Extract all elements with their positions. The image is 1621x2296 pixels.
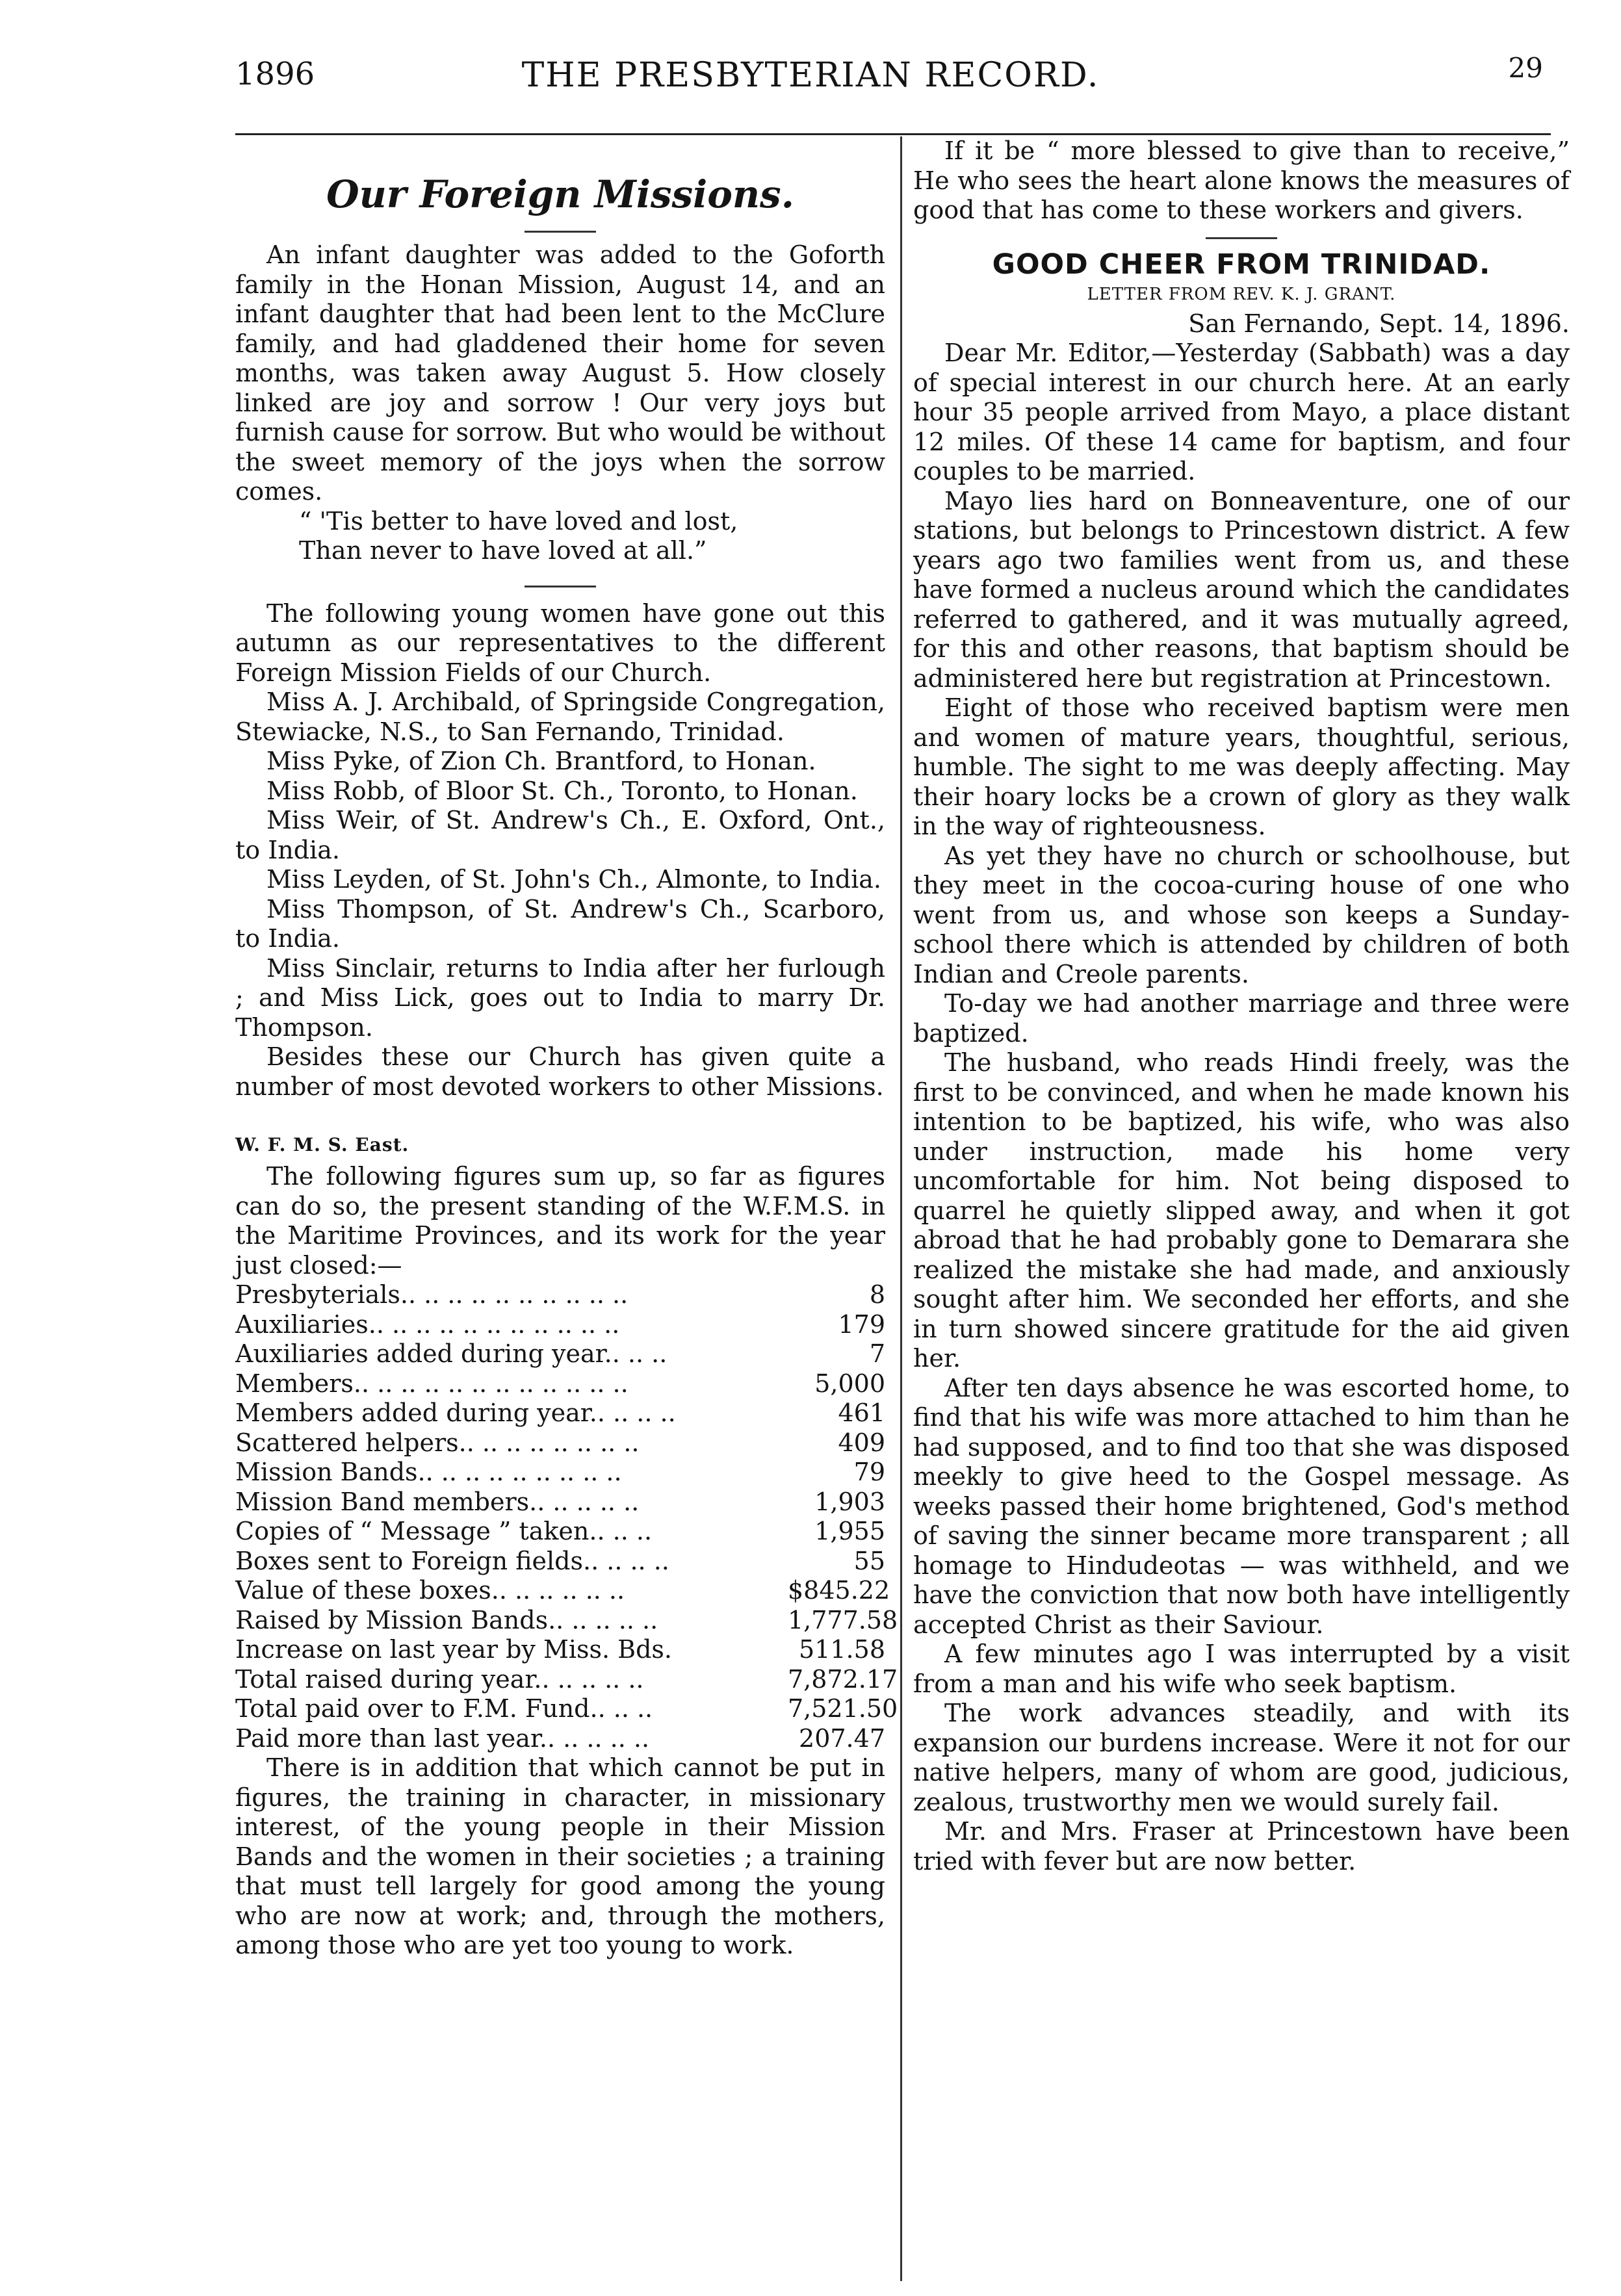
figure-label: Members.. .. .. .. .. .. .. .. .. .. .. ..: [235, 1369, 629, 1398]
figures-row: [235, 1339, 885, 1369]
figure-value: 79: [853, 1458, 885, 1486]
paragraph: Mayo lies hard on Bonneaventure, one of our stations, but belongs to Princestown district. A few years ago two families went from us, and these have formed a nucleus around which the candidates referred to gathered, and it was mutually agreed, for this and other reasons, that baptism should be administered here but registration at Princestown.: [913, 486, 1570, 693]
figures-row: [235, 1664, 898, 1695]
left-column: [235, 136, 898, 1961]
figure-label: Value of these boxes.. .. .. .. .. ..: [235, 1576, 625, 1605]
paragraph: If it be “ more blessed to give than to receive,” He who sees the heart alone knows the measures of good that has come to these workers and givers.: [913, 136, 1570, 224]
figure-label: Auxiliaries.. .. .. .. .. .. .. .. .. .. ..: [235, 1309, 620, 1339]
figures-row: [235, 1547, 885, 1577]
figure-value: 55: [853, 1546, 885, 1575]
figures-row: [235, 1399, 885, 1428]
figure-value: 7,872.17: [788, 1664, 898, 1694]
figures-row: [235, 1428, 885, 1458]
missionary-item: Miss A. J. Archibald, of Springside Congregation, Stewiacke, N.S., to San Fernando, Trinidad.: [235, 688, 885, 746]
figure-label: Mission Bands.. .. .. .. .. .. .. .. ..: [235, 1458, 622, 1486]
figure-label: Boxes sent to Foreign fields.. .. .. ..: [235, 1546, 669, 1575]
paragraph: As yet they have no church or schoolhouse, but they meet in the cocoa-curing house of one who went from us, and whose son keeps a Sunday-school there which is attended by children of both Indian and Creole parents.: [913, 841, 1570, 988]
paragraph: After ten days absence he was escorted home, to find that his wife was more attached to him than he had supposed, and to find too that she was disposed meekly to give heed to the Gospel message. As weeks passed their home brightened, God's method of saving the sinner became more transparent ; all homage to Hindudeotas — was withheld, and we have the conviction that now both have intelligently accepted Christ as their Saviour.: [913, 1373, 1570, 1639]
figure-label: Mission Band members.. .. .. .. ..: [235, 1487, 640, 1516]
figure-label: Raised by Mission Bands.. .. .. .. ..: [235, 1605, 658, 1634]
header-title: THE PRESBYTERIAN RECORD.: [521, 56, 1100, 95]
figure-label: Total paid over to F.M. Fund.. .. ..: [235, 1694, 653, 1723]
missionary-item: Miss Robb, of Bloor St. Ch., Toronto, to Honan.: [266, 776, 858, 805]
figure-label: Increase on last year by Miss. Bds.: [235, 1635, 673, 1664]
figures-row: [235, 1310, 885, 1340]
figures-row: [235, 1517, 885, 1547]
figures-row: [235, 1280, 885, 1310]
figures-row: [235, 1576, 890, 1606]
figure-label: Paid more than last year.. .. .. .. ..: [235, 1723, 650, 1753]
figure-label: Auxiliaries added during year.. .. ..: [235, 1339, 668, 1368]
page-header: [0, 52, 1621, 108]
figure-label: Scattered helpers.. .. .. .. .. .. .. ..: [235, 1428, 640, 1457]
figure-value: 1,903: [814, 1487, 885, 1516]
column-divider: [900, 136, 902, 2281]
paragraph: The following figures sum up, so far as figures can do so, the present standing of the W.F.M.S. in the Maritime Provinces, and its work for the year just closed:—: [235, 1162, 885, 1280]
missionary-item: Miss Pyke, of Zion Ch. Brantford, to Honan.: [266, 747, 816, 775]
paragraph: There is in addition that which cannot be put in figures, the training in character, in missionary interest, of the young people in their Mission Bands and the women in their societies ; a training that must tell largely for good among the young who are now at work; and, through the mothers, among those who are yet too young to work.: [235, 1753, 885, 1959]
section-title: Our Foreign Missions.: [326, 172, 794, 216]
figure-value: 1,955: [814, 1517, 885, 1545]
article-byline: LETTER FROM REV. K. J. GRANT.: [1087, 284, 1396, 304]
figures-row: [235, 1369, 885, 1399]
missionary-item: Miss Sinclair, returns to India after her furlough ; and Miss Lick, goes out to India to marry Dr. Thompson.: [235, 953, 885, 1042]
missionary-item: Miss Weir, of St. Andrew's Ch., E. Oxford, Ont., to India.: [235, 806, 885, 864]
figure-value: 461: [838, 1399, 885, 1427]
article-dateline: San Fernando, Sept. 14, 1896.: [1188, 309, 1570, 338]
figures-row: [235, 1605, 898, 1636]
header-year: 1896: [235, 56, 315, 92]
figure-value: 409: [838, 1428, 885, 1457]
figure-label: Copies of “ Message ” taken.. .. ..: [235, 1517, 653, 1545]
short-rule: [1206, 237, 1277, 239]
figures-table: [235, 1280, 898, 1753]
paragraph: To-day we had another marriage and three were baptized.: [913, 989, 1570, 1048]
paragraph: The work advances steadily, and with its expansion our burdens increase. Were it not for our native helpers, many of whom are good, judicious, zealous, trustworthy men we would surely fail.: [913, 1699, 1570, 1816]
poem-line: “ 'Tis better to have loved and lost,: [299, 506, 738, 535]
figure-value: 511.58: [799, 1635, 885, 1664]
header-rule: [235, 133, 1551, 135]
subhead-wfms: W. F. M. S. East.: [235, 1134, 409, 1155]
paragraph: A few minutes ago I was interrupted by a visit from a man and his wife who seek baptism.: [913, 1640, 1570, 1698]
figures-row: [235, 1694, 898, 1724]
figure-label: Total raised during year.. .. .. .. ..: [235, 1664, 644, 1694]
figures-row: [235, 1488, 885, 1517]
figure-value: 207.47: [799, 1723, 885, 1753]
figure-value: 5,000: [814, 1369, 885, 1398]
figure-value: 7,521.50: [788, 1694, 898, 1723]
right-column: [913, 136, 1570, 1876]
missionary-item: Miss Leyden, of St. John's Ch., Almonte, to India.: [266, 865, 881, 894]
figure-value: 8: [869, 1280, 885, 1309]
figure-value: 1,777.58: [788, 1605, 898, 1634]
figure-value: 179: [838, 1309, 885, 1339]
figure-label: Members added during year.. .. .. ..: [235, 1399, 676, 1427]
figures-row: [235, 1724, 885, 1754]
article-headline: GOOD CHEER FROM TRINIDAD.: [992, 248, 1491, 281]
short-rule: [525, 231, 596, 233]
figures-row: [235, 1458, 885, 1488]
figure-value: $845.22: [788, 1576, 890, 1605]
paragraph: Eight of those who received baptism were men and women of mature years, thoughtful, serious, humble. The sight to me was deeply affecting. May their hoary locks be a crown of glory as they walk in the way of righteousness.: [913, 693, 1570, 840]
paragraph: Mr. and Mrs. Fraser at Princestown have been tried with fever but are now better.: [913, 1817, 1570, 1876]
paragraph: An infant daughter was added to the Goforth family in the Honan Mission, August 14, and an infant daughter that had been lent to the McClure family, and had gladdened their home for seven months, was taken away August 5. How closely linked are joy and sorrow ! Our very joys but furnish cause for sorrow. But who would be without the sweet memory of the joys when the sorrow comes.: [235, 240, 885, 506]
paragraph: Dear Mr. Editor,—Yesterday (Sabbath) was a day of special interest in our church here. At an early hour 35 people arrived from Mayo, a place distant 12 miles. Of these 14 came for baptism, and four couples to be married.: [913, 339, 1570, 485]
missionary-item: Miss Thompson, of St. Andrew's Ch., Scarboro, to India.: [235, 894, 885, 953]
figure-value: 7: [869, 1339, 885, 1368]
paragraph: Besides these our Church has given quite a number of most devoted workers to other Missions.: [235, 1042, 885, 1101]
header-page-number: 29: [1508, 52, 1543, 84]
figures-row: [235, 1635, 885, 1665]
short-rule: [525, 586, 596, 587]
figure-label: Presbyterials.. .. .. .. .. .. .. .. .. ..: [235, 1280, 629, 1309]
poem-line: Than never to have loved at all.”: [299, 536, 707, 565]
paragraph: The following young women have gone out this autumn as our representatives to the different Foreign Mission Fields of our Church.: [235, 599, 885, 687]
paragraph: The husband, who reads Hindi freely, was the first to be convinced, and when he made known his intention to be baptized, his wife, who was also under instruction, made his home very uncomfortable for him. Not being disposed to quarrel he quietly slipped away, and when it got abroad that he had probably gone to Demarara she realized the mistake she had made, and anxiously sought after him. We seconded her efforts, and she in turn showed sincere gratitude for the aid given her.: [913, 1048, 1570, 1373]
